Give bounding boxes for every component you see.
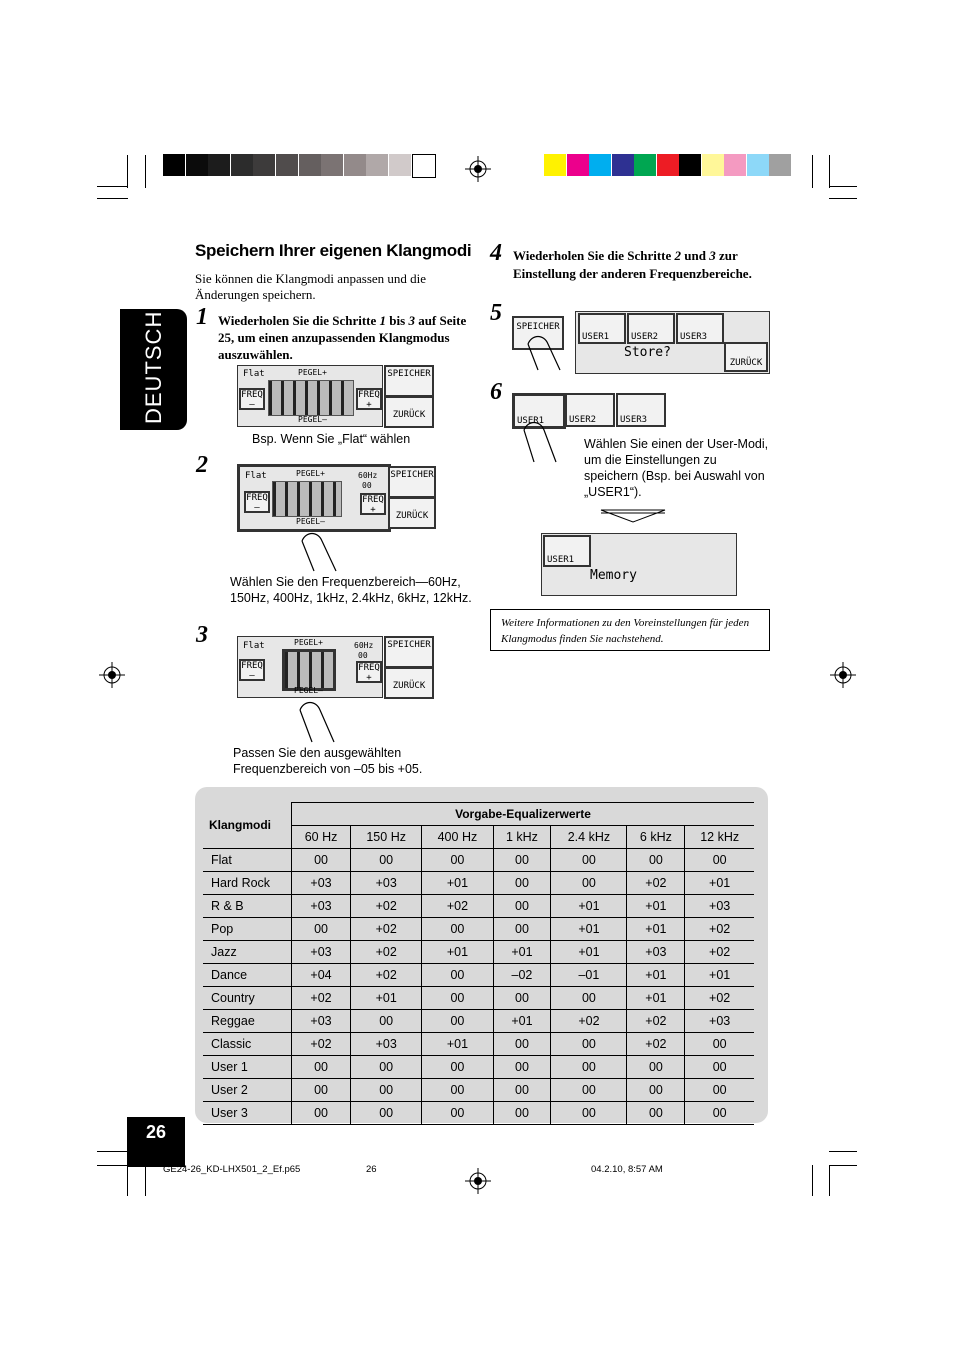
mode-name: R & B <box>203 895 292 918</box>
user2-label: USER2 <box>631 332 659 342</box>
memory-display <box>541 533 737 596</box>
table-row <box>203 872 754 895</box>
display-mode-label: Flat <box>243 641 265 651</box>
user3-button[interactable] <box>616 393 666 427</box>
eq-value: 00 <box>627 849 685 872</box>
eq-value: +01 <box>551 941 627 964</box>
color-swatch <box>589 154 611 176</box>
eq-value: 00 <box>292 1102 351 1125</box>
eq-value: 00 <box>493 1033 551 1056</box>
eq-value: +03 <box>351 872 422 895</box>
gray-swatch <box>344 154 366 176</box>
frequency-header: 1 kHz <box>493 826 551 849</box>
color-swatch <box>724 154 746 176</box>
eq-value: +02 <box>627 1010 685 1033</box>
speicher-button[interactable] <box>384 636 434 668</box>
finger-pointer-icon <box>522 332 572 372</box>
step-ref: 3 <box>709 248 716 263</box>
freq-plus-button[interactable]: FREQ + <box>356 388 382 410</box>
eq-value: +01 <box>551 918 627 941</box>
gray-swatch <box>321 154 343 176</box>
eq-value: 00 <box>551 1102 627 1125</box>
crop-mark <box>97 1165 128 1166</box>
eq-value: 00 <box>493 849 551 872</box>
step-number: 4 <box>490 240 502 266</box>
table-row <box>203 941 754 964</box>
frequency-header: 12 kHz <box>685 826 754 849</box>
eq-value: 00 <box>493 918 551 941</box>
eq-value: 00 <box>685 849 754 872</box>
mode-name: Reggae <box>203 1010 292 1033</box>
eq-value: 00 <box>493 1056 551 1079</box>
user1-label: USER1 <box>547 555 575 565</box>
column-header: Klangmodi <box>209 818 271 833</box>
color-swatch <box>544 154 566 176</box>
eq-value: +03 <box>292 895 351 918</box>
eq-value: 00 <box>493 872 551 895</box>
step-1-text <box>218 312 468 363</box>
user1-button[interactable] <box>578 313 626 344</box>
color-swatch <box>747 154 769 176</box>
mode-name: User 1 <box>203 1056 292 1079</box>
eq-value: +01 <box>422 941 493 964</box>
pegel-minus-label: PEGEL– <box>296 517 325 526</box>
eq-value: +01 <box>627 987 685 1010</box>
table-body <box>203 849 754 1125</box>
gray-swatch <box>366 154 388 176</box>
eq-value: 00 <box>551 987 627 1010</box>
store-prompt: Store? <box>624 345 671 360</box>
mode-name: Flat <box>203 849 292 872</box>
step-1-caption: Bsp. Wenn Sie „Flat“ wählen <box>252 432 411 446</box>
user3-label: USER3 <box>620 415 648 425</box>
eq-value: 00 <box>551 849 627 872</box>
eq-value: 00 <box>422 987 493 1010</box>
zurueck-label: ZURÜCK <box>395 511 429 521</box>
finger-pointer-icon <box>294 696 344 746</box>
step-text-part: bis <box>386 313 409 328</box>
step-number: 5 <box>490 300 502 326</box>
memory-label: Memory <box>590 568 637 583</box>
crop-mark <box>145 1165 146 1196</box>
zurueck-button[interactable] <box>388 497 436 529</box>
step-number: 2 <box>196 452 208 478</box>
freq-label: FREQ <box>362 495 384 505</box>
eq-value: 00 <box>627 1102 685 1125</box>
color-swatch <box>634 154 656 176</box>
zurueck-label: ZURÜCK <box>729 358 763 368</box>
display-step-1 <box>237 365 383 427</box>
crop-mark <box>97 198 128 199</box>
zurueck-button[interactable] <box>724 342 768 372</box>
step-number: 6 <box>490 379 502 405</box>
pegel-minus-label: PEGEL– <box>298 415 327 424</box>
registration-mark-icon <box>465 1168 491 1194</box>
eq-value: +02 <box>422 895 493 918</box>
eq-value: +04 <box>292 964 351 987</box>
eq-value: +01 <box>627 918 685 941</box>
eq-value: 00 <box>422 1010 493 1033</box>
frequency-header: 6 kHz <box>627 826 685 849</box>
crop-mark <box>97 1151 128 1152</box>
zurueck-button[interactable] <box>384 667 434 699</box>
eq-value: 00 <box>422 918 493 941</box>
speicher-label: SPEICHER <box>390 470 434 480</box>
eq-value: –01 <box>551 964 627 987</box>
user3-label: USER3 <box>680 332 708 342</box>
freq-minus-button[interactable]: FREQ – <box>244 491 270 513</box>
pegel-plus-label: PEGEL+ <box>294 638 323 647</box>
eq-value: 00 <box>685 1079 754 1102</box>
step-ref: 2 <box>674 248 682 263</box>
freq-label: FREQ <box>241 661 263 671</box>
crop-mark <box>127 155 128 188</box>
table-row <box>203 1033 754 1056</box>
freq-label: FREQ <box>358 390 380 400</box>
store-display <box>575 311 770 374</box>
level-value: 00 <box>362 481 372 490</box>
eq-value: 00 <box>292 1079 351 1102</box>
speicher-button[interactable] <box>388 466 436 498</box>
crop-mark <box>829 155 830 188</box>
crop-mark <box>829 1165 830 1196</box>
eq-value: 00 <box>292 918 351 941</box>
gray-swatch <box>163 154 185 176</box>
step-3-caption: Passen Sie den ausgewählten Frequenzbereich von –05 bis +05. <box>233 746 423 776</box>
user2-button[interactable] <box>627 313 675 344</box>
table-row <box>203 1056 754 1079</box>
eq-bars <box>268 380 354 416</box>
table-row <box>203 918 754 941</box>
freq-minus-button[interactable]: FREQ – <box>239 659 265 681</box>
speicher-button[interactable] <box>384 365 434 397</box>
language-tab <box>120 309 187 430</box>
eq-value: 00 <box>493 1102 551 1125</box>
frequency-header: 150 Hz <box>351 826 422 849</box>
eq-value: 00 <box>422 1102 493 1125</box>
mode-name: User 3 <box>203 1102 292 1125</box>
finger-pointer-icon <box>296 527 346 577</box>
arrow-down-icon <box>600 509 666 523</box>
eq-value: 00 <box>685 1056 754 1079</box>
eq-value: +02 <box>351 895 422 918</box>
mode-name: Pop <box>203 918 292 941</box>
zurueck-label: ZURÜCK <box>392 410 426 420</box>
eq-value: +02 <box>351 918 422 941</box>
eq-value: 00 <box>351 1010 422 1033</box>
eq-value: +02 <box>627 1033 685 1056</box>
step-text-part: und <box>681 248 710 263</box>
color-swatch <box>679 154 701 176</box>
display-mode-label: Flat <box>243 369 265 379</box>
crop-mark <box>829 1151 857 1152</box>
crop-mark <box>812 1165 813 1196</box>
freq-value: 60Hz <box>354 641 374 650</box>
pegel-minus-label: PEGEL– <box>294 686 323 695</box>
speicher-label: SPEICHER <box>387 640 431 650</box>
registration-mark-icon <box>830 662 856 688</box>
step-number: 1 <box>196 304 208 330</box>
eq-value: 00 <box>493 895 551 918</box>
eq-value: +02 <box>551 1010 627 1033</box>
eq-value: +02 <box>627 872 685 895</box>
freq-plus-button[interactable]: FREQ + <box>360 493 386 515</box>
eq-value: +01 <box>685 964 754 987</box>
note-box <box>490 609 770 651</box>
eq-value: +01 <box>551 895 627 918</box>
finger-pointer-icon <box>518 418 568 464</box>
gray-swatch <box>412 154 436 178</box>
equalizer-table-panel <box>195 787 768 1123</box>
footer-file: GE24-26_KD-LHX501_2_Ef.p65 <box>163 1164 301 1175</box>
mode-name: Classic <box>203 1033 292 1056</box>
step-2-caption: Wählen Sie den Frequenzbereich—60Hz, 150Hz, 400Hz, 1kHz, 2.4kHz, 6kHz, 12kHz. <box>230 575 472 605</box>
eq-value: +01 <box>422 1033 493 1056</box>
eq-value: 00 <box>351 1102 422 1125</box>
eq-value: +01 <box>493 941 551 964</box>
mode-name: Country <box>203 987 292 1010</box>
section-title: Speichern Ihrer eigenen Klangmodi <box>195 241 472 260</box>
gray-swatch <box>276 154 298 176</box>
step-number: 3 <box>196 622 208 648</box>
eq-value: 00 <box>493 1079 551 1102</box>
gray-swatch <box>253 154 275 176</box>
color-swatch <box>769 154 791 176</box>
gray-swatch <box>208 154 230 176</box>
table-row <box>203 1079 754 1102</box>
display-mode-label: Flat <box>245 471 267 481</box>
eq-value: +02 <box>685 941 754 964</box>
eq-value: 00 <box>351 1056 422 1079</box>
eq-value: 00 <box>292 1056 351 1079</box>
freq-minus-button[interactable]: FREQ – <box>239 388 265 410</box>
freq-value: 60Hz <box>358 471 378 480</box>
user1-label: USER1 <box>582 332 610 342</box>
gray-swatch <box>186 154 208 176</box>
frequency-header: 60 Hz <box>292 826 351 849</box>
table-row <box>203 987 754 1010</box>
eq-value: +01 <box>422 872 493 895</box>
crop-mark <box>829 1165 857 1166</box>
eq-value: +02 <box>685 987 754 1010</box>
gray-swatch <box>231 154 253 176</box>
color-swatch <box>567 154 589 176</box>
table-header-row <box>203 803 754 826</box>
eq-value: 00 <box>551 1033 627 1056</box>
eq-value: +01 <box>351 987 422 1010</box>
frequency-header: 2.4 kHz <box>551 826 627 849</box>
zurueck-label: ZURÜCK <box>392 681 426 691</box>
eq-value: +03 <box>351 1033 422 1056</box>
color-swatch <box>657 154 679 176</box>
step-text-part: auf Seite 25, um einen anzupassenden Klangmodus auszuwählen. <box>218 313 467 362</box>
user2-button[interactable] <box>565 393 615 427</box>
footer-page: 26 <box>366 1164 377 1175</box>
eq-value: 00 <box>422 964 493 987</box>
step-text-part: zur Einstellung der anderen Frequenzbereiche. <box>513 248 752 281</box>
speicher-label: SPEICHER <box>387 369 431 379</box>
mode-name: Dance <box>203 964 292 987</box>
freq-plus-button[interactable]: FREQ + <box>356 661 382 683</box>
eq-value: –02 <box>493 964 551 987</box>
note-text: Weitere Informationen zu den Voreinstellungen für jeden Klangmodus finden Sie nachstehend. <box>501 617 750 645</box>
eq-bars <box>272 481 342 517</box>
table-row <box>203 895 754 918</box>
gray-swatch <box>389 154 411 176</box>
pegel-plus-label: PEGEL+ <box>298 368 327 377</box>
mode-name: Hard Rock <box>203 872 292 895</box>
eq-value: 00 <box>351 1079 422 1102</box>
eq-value: 00 <box>627 1079 685 1102</box>
eq-value: 00 <box>551 1079 627 1102</box>
footer-date: 04.2.10, 8:57 AM <box>591 1164 663 1175</box>
language-tab-label: DEUTSCH <box>141 310 166 424</box>
eq-value: +02 <box>292 987 351 1010</box>
zurueck-button[interactable] <box>384 396 434 428</box>
mode-name: Jazz <box>203 941 292 964</box>
eq-value: 00 <box>551 872 627 895</box>
eq-value: +02 <box>351 964 422 987</box>
eq-value: 00 <box>685 1102 754 1125</box>
color-swatch <box>612 154 634 176</box>
eq-value: +03 <box>292 872 351 895</box>
page-number: 26 <box>145 1122 167 1142</box>
eq-value: +02 <box>685 918 754 941</box>
eq-value: 00 <box>351 849 422 872</box>
color-swatch <box>702 154 724 176</box>
eq-value: +02 <box>351 941 422 964</box>
user3-button[interactable] <box>676 313 724 344</box>
step-text-part: Wiederholen Sie die Schritte <box>513 248 675 263</box>
eq-value: +03 <box>292 1010 351 1033</box>
frequency-header: 400 Hz <box>422 826 493 849</box>
step-text-part: Wiederholen Sie die Schritte <box>218 313 380 328</box>
eq-value: 00 <box>422 1056 493 1079</box>
speicher-label: SPEICHER <box>516 322 560 332</box>
crop-mark <box>829 186 857 187</box>
eq-value: 00 <box>627 1056 685 1079</box>
step-ref: 1 <box>379 313 387 328</box>
user2-label: USER2 <box>569 415 597 425</box>
page-number-box <box>127 1117 185 1167</box>
section-intro: Sie können die Klangmodi anpassen und die Änderungen speichern. <box>195 271 427 302</box>
pegel-plus-label: PEGEL+ <box>296 469 325 478</box>
eq-value: +03 <box>685 1010 754 1033</box>
freq-label: FREQ <box>241 390 263 400</box>
table-row <box>203 964 754 987</box>
eq-value: 00 <box>422 849 493 872</box>
table-row <box>203 1010 754 1033</box>
equalizer-table <box>203 802 754 1125</box>
user1-button[interactable] <box>543 535 591 567</box>
display-step-3 <box>237 636 383 698</box>
level-value: 00 <box>358 651 368 660</box>
table-row <box>203 849 754 872</box>
eq-value: +01 <box>493 1010 551 1033</box>
crop-mark <box>812 155 813 188</box>
eq-value: 00 <box>292 849 351 872</box>
eq-value: +03 <box>685 895 754 918</box>
freq-label: FREQ <box>358 663 380 673</box>
eq-bars <box>282 649 336 691</box>
step-6-caption: Wählen Sie einen der User-Modi, um die Einstellungen zu speichern (Bsp. bei Auswahl von „USER1“). <box>584 437 769 499</box>
crop-mark <box>829 198 857 199</box>
crop-mark <box>97 186 128 187</box>
eq-value: +01 <box>627 895 685 918</box>
table-row <box>203 1102 754 1125</box>
eq-value: 00 <box>551 1056 627 1079</box>
registration-mark-icon <box>99 662 125 688</box>
column-group-header: Vorgabe-Equalizerwerte <box>292 803 755 826</box>
freq-label: FREQ <box>246 493 268 503</box>
eq-value: 00 <box>493 987 551 1010</box>
display-step-2 <box>237 464 391 532</box>
eq-value: +01 <box>685 872 754 895</box>
eq-value: 00 <box>685 1033 754 1056</box>
crop-mark <box>145 155 146 188</box>
gray-swatch <box>299 154 321 176</box>
mode-name: User 2 <box>203 1079 292 1102</box>
step-4-text <box>513 247 768 283</box>
user1-label: USER1 <box>517 416 545 426</box>
crop-mark <box>127 1165 128 1196</box>
eq-value: 00 <box>422 1079 493 1102</box>
eq-value: +03 <box>292 941 351 964</box>
eq-value: +03 <box>627 941 685 964</box>
eq-value: +02 <box>292 1033 351 1056</box>
registration-mark-icon <box>465 156 491 182</box>
eq-value: +01 <box>627 964 685 987</box>
step-ref: 3 <box>408 313 415 328</box>
